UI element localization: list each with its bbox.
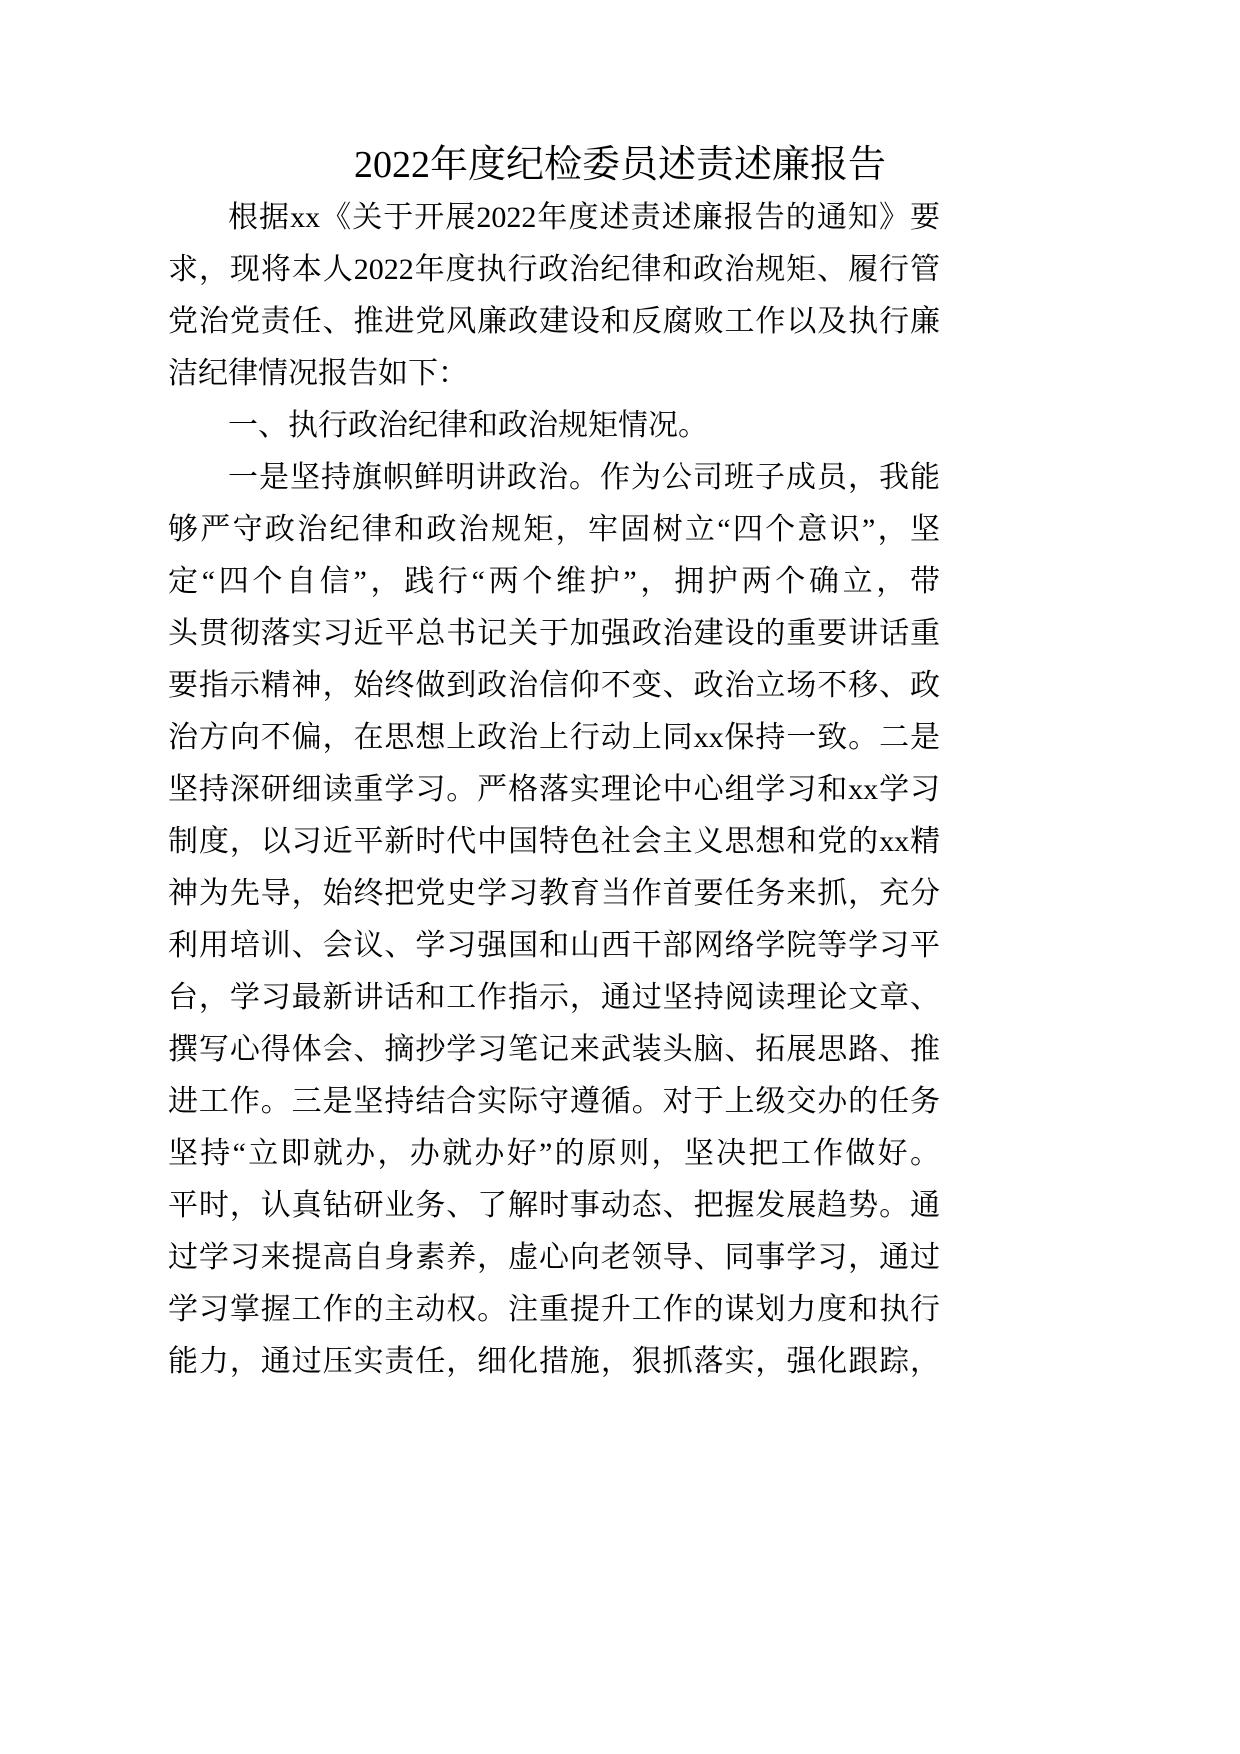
text-line: 利用培训、会议、学习强国和山西干部网络学院等学习平 — [168, 929, 940, 962]
text-line: 学习掌握工作的主动权。注重提升工作的谋划力度和执行 — [168, 1293, 940, 1326]
text-line: 洁纪律情况报告如下： — [168, 357, 468, 390]
text-line: 能力，通过压实责任，细化措施，狠抓落实，强化跟踪， — [168, 1345, 940, 1378]
text-line: 进工作。三是坚持结合实际守遵循。对于上级交办的任务 — [168, 1085, 940, 1118]
text-line: 治方向不偏，在思想上政治上行动上同xx保持一致。二是 — [168, 721, 940, 754]
text-line: 求，现将本人2022年度执行政治纪律和政治规矩、履行管 — [168, 253, 940, 286]
document-body — [168, 192, 940, 1388]
text-line: 够严守政治纪律和政治规矩，牢固树立“四个意识”，坚 — [168, 513, 940, 546]
text-line: 头贯彻落实习近平总书记关于加强政治建设的重要讲话重 — [168, 617, 940, 650]
text-line: 根据xx《关于开展2022年度述责述廉报告的通知》要 — [228, 201, 940, 234]
text-line: 台，学习最新讲话和工作指示，通过坚持阅读理论文章、 — [168, 981, 940, 1014]
text-line: 坚持深研细读重学习。严格落实理论中心组学习和xx学习 — [168, 773, 940, 806]
text-line: 平时，认真钻研业务、了解时事动态、把握发展趋势。通 — [168, 1189, 940, 1222]
text-line: 党治党责任、推进党风廉政建设和反腐败工作以及执行廉 — [168, 305, 940, 338]
text-line: 要指示精神，始终做到政治信仰不变、政治立场不移、政 — [168, 669, 940, 702]
text-line: 一、执行政治纪律和政治规矩情况。 — [228, 409, 708, 442]
text-line: 制度，以习近平新时代中国特色社会主义思想和党的xx精 — [168, 825, 940, 858]
text-line: 定“四个自信”，践行“两个维护”，拥护两个确立，带 — [168, 565, 940, 598]
text-line: 坚持“立即就办，办就办好”的原则，坚决把工作做好。 — [168, 1137, 940, 1170]
document-title: 2022年度纪检委员述责述廉报告 — [353, 144, 886, 186]
text-line: 过学习来提高自身素养，虚心向老领导、同事学习，通过 — [168, 1241, 940, 1274]
text-line: 神为先导，始终把党史学习教育当作首要任务来抓，充分 — [168, 877, 940, 910]
text-line: 撰写心得体会、摘抄学习笔记来武装头脑、拓展思路、推 — [168, 1033, 940, 1066]
text-line: 一是坚持旗帜鲜明讲政治。作为公司班子成员，我能 — [228, 461, 940, 494]
